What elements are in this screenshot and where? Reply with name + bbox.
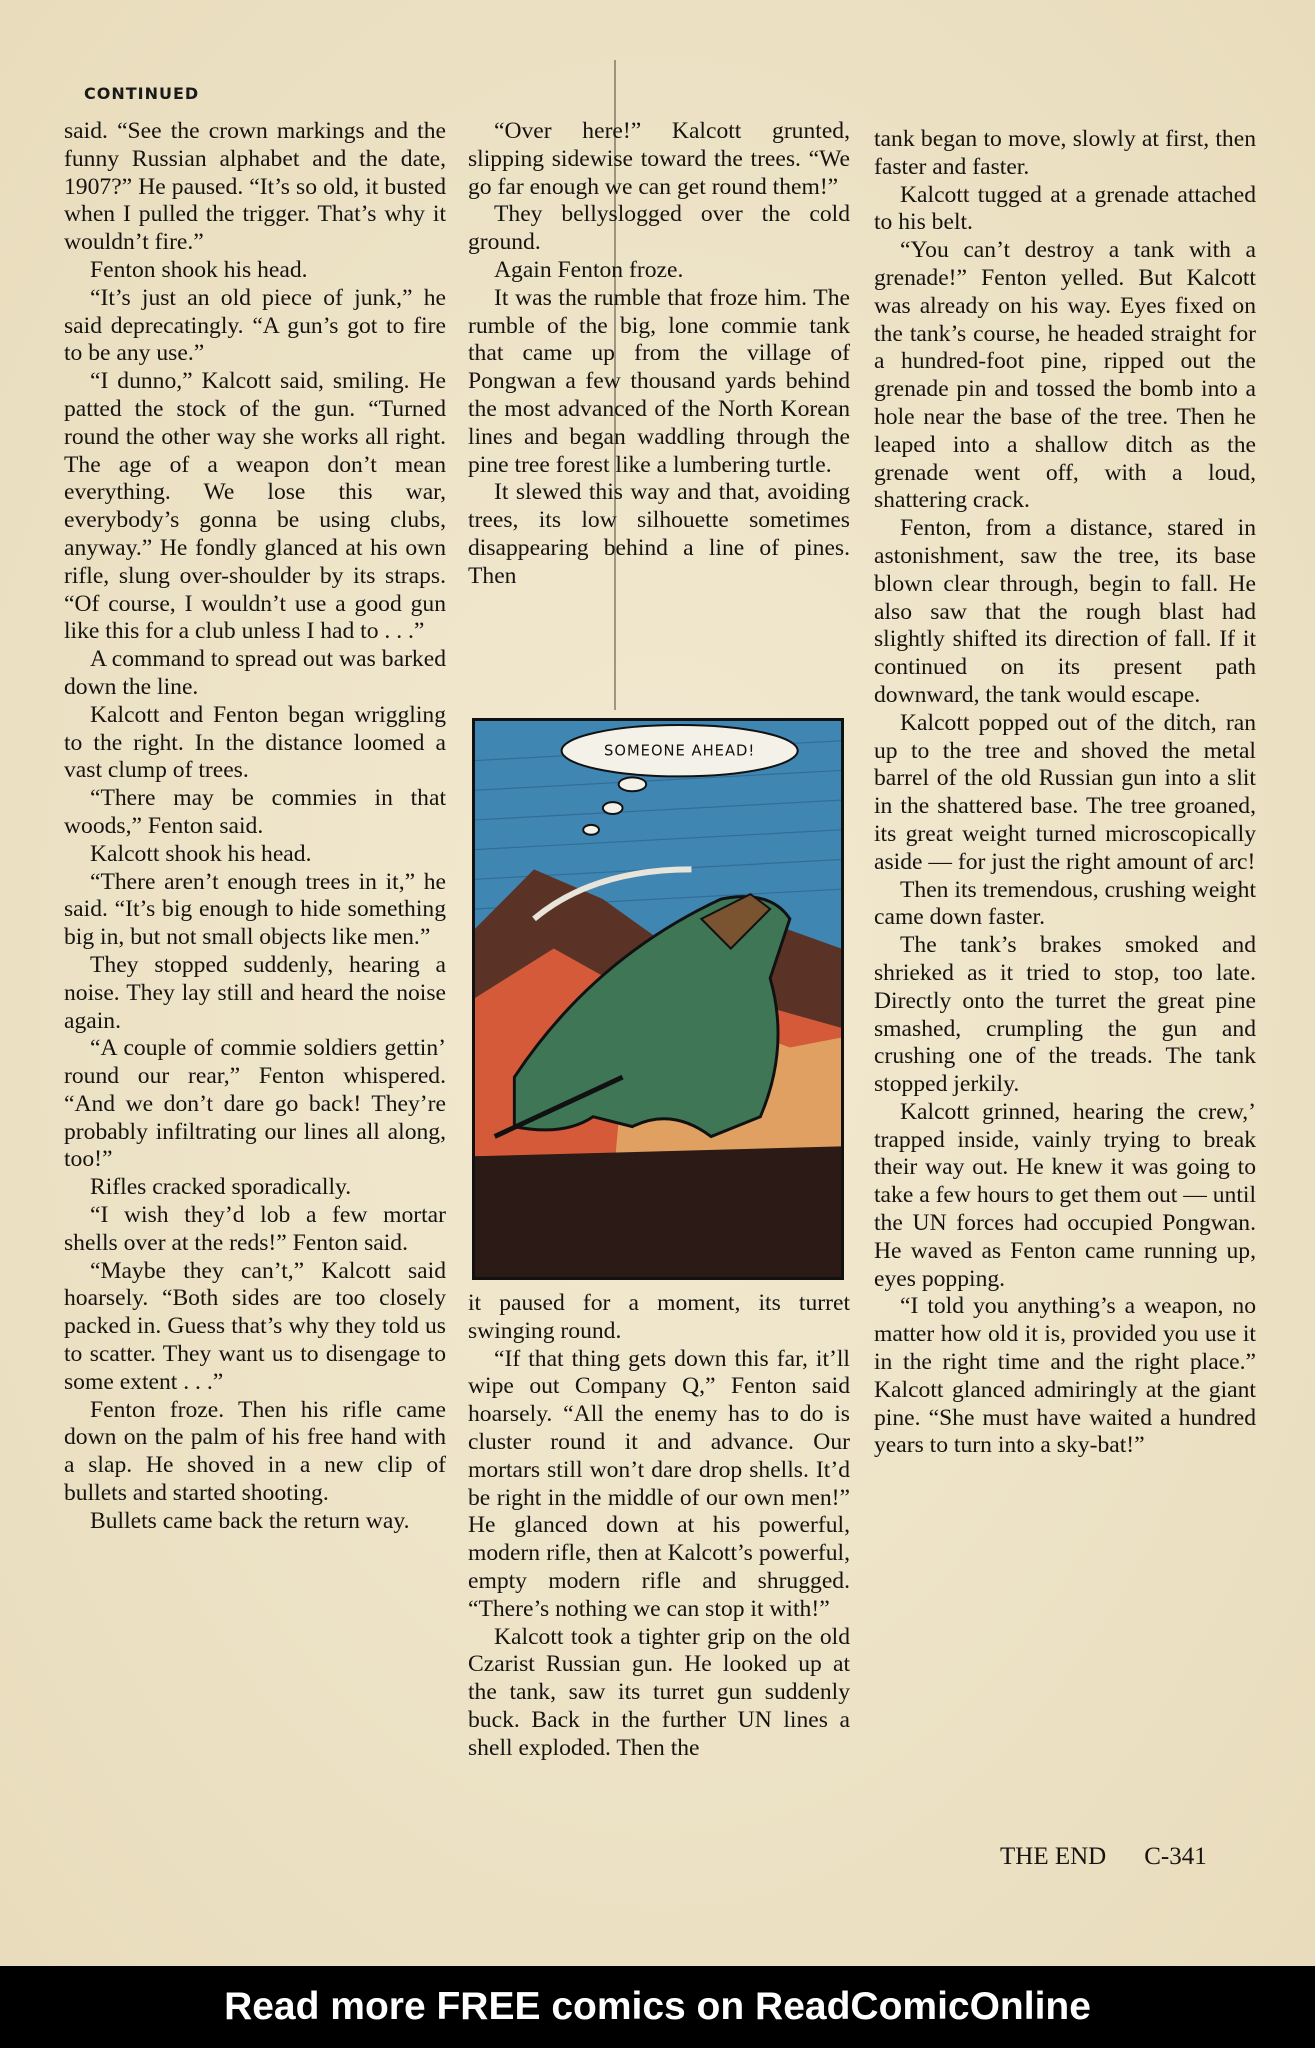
paragraph: Kalcott popped out of the ditch, ran up to the tree and shoved the metal barrel of the old Russian gun into a slit in the shattered base. The tree groaned, its great weight turned microscopically aside — for just the right amount of arc! [874, 709, 1256, 875]
paragraph: It was the rumble that froze him. The rumble of the big, lone commie tank that came up from the village of Pongwan a few thousand yards behind the most advanced of the North Korean lines and began waddling through the pine tree forest like a lumbering turtle. [468, 284, 850, 478]
paragraph: Again Fenton froze. [494, 256, 684, 283]
continued-label: CONTINUED [84, 84, 200, 103]
paragraph: Then its tremendous, crushing weight came down faster. [874, 876, 1256, 931]
text-column-2-top [468, 118, 850, 591]
paragraph: Kalcott tugged at a grenade attached to his belt. [874, 181, 1256, 236]
text-column-3 [874, 126, 1256, 1460]
paragraph: “I told you anything’s a weapon, no matter how old it is, provided you use it in the right time and the right place.” Kalcott glanced admiringly at the giant pine. “She must have waited a hundred years to turn into a sky-bat!” [874, 1293, 1256, 1459]
text-column-1 [64, 118, 446, 1536]
paragraph: “A couple of commie soldiers gettin’ round our rear,” Fenton whispered. “And we don’t dare go back! They’re probably infiltrating our lines all along, too!” [64, 1035, 446, 1173]
paragraph: “I wish they’d lob a few mortar shells over at the reds!” Fenton said. [64, 1202, 446, 1256]
paragraph: “There may be commies in that woods,” Fenton said. [64, 785, 446, 839]
paragraph: “Maybe they can’t,” Kalcott said hoarsely. “Both sides are too closely packed in. Guess that’s why they told us to scatter. They want us to disengage to some extent . . .” [64, 1257, 446, 1395]
paragraph: “If that thing gets down this far, it’ll wipe out Company Q,” Fenton said hoarsely. “All the enemy has to do is cluster round it and advance. Our mortars still won’t dare drop shells. It’d be right in the middle of our own men!” He glanced down at his powerful, modern rifle, then at Kalcott’s powerful, empty modern rifle and shrugged. “There’s nothing we can stop it with!” [468, 1345, 850, 1622]
story-end-line [1000, 1843, 1207, 1871]
paragraph: Rifles cracked sporadically. [90, 1174, 352, 1201]
readcomiconline-banner[interactable] [0, 1966, 1315, 2048]
paragraph: Kalcott grinned, hearing the crew,’ trapped inside, vainly trying to break their way out. He knew it was going to take a few hours to get them out — until the UN forces had occupied Pongwan. He waved as Fenton came running up, eyes popping. [874, 1098, 1257, 1292]
text-column-2-bottom [468, 1290, 850, 1763]
paragraph: Bullets came back the return way. [90, 1507, 410, 1534]
paragraph: Kalcott shook his head. [90, 840, 312, 867]
soldier-illustration [475, 721, 841, 1277]
paragraph: Fenton shook his head. [90, 256, 308, 283]
speech-balloon-text: SOMEONE AHEAD! [604, 742, 756, 760]
comic-panel-illustration [472, 718, 844, 1280]
paragraph: A command to spread out was barked down the line. [64, 646, 446, 700]
paragraph: It slewed this way and that, avoiding trees, its low silhouette sometimes disappearing behind a line of pines. Then [468, 479, 850, 589]
the-end-label: THE END [1000, 1843, 1107, 1870]
paragraph: They bellyslogged over the cold ground. [468, 201, 850, 256]
paragraph: “It’s just an old piece of junk,” he said deprecatingly. “A gun’s got to fire to be any use.” [64, 284, 446, 367]
paragraph: tank began to move, slowly at first, then faster and faster. [874, 126, 1256, 180]
paragraph: Kalcott took a tighter grip on the old Czarist Russian gun. He looked up at the tank, saw its turret gun suddenly buck. Back in the further UN lines a shell exploded. Then the [468, 1623, 850, 1761]
banner-text[interactable]: Read more FREE comics on ReadComicOnline [224, 1985, 1091, 2028]
paragraph: “I dunno,” Kalcott said, smiling. He patted the stock of the gun. “Turned round the other way she works all right. The age of a weapon don’t mean everything. We lose this war, everybody’s gonna be using clubs, anyway.” He fondly glanced at his own rifle, slung over-shoulder by its straps. “Of course, I wouldn’t use a good gun like this for a club unless I had to . . .” [64, 368, 446, 645]
paragraph: “There aren’t enough trees in it,” he said. “It’s big enough to hide something big in, but not small objects like men.” [64, 868, 446, 951]
paragraph: “You can’t destroy a tank with a grenade!” Fenton yelled. But Kalcott was already on his way. Eyes fixed on the tank’s course, he headed straight for a hundred-foot pine, ripped out the grenade pin and tossed the bomb into a hole near the base of the tree. Then he leaped into a shallow ditch as the grenade went off, with a loud, shattering crack. [874, 237, 1256, 514]
paragraph: Kalcott and Fenton began wriggling to the right. In the distance loomed a vast clump of trees. [64, 701, 446, 784]
paragraph: They stopped suddenly, hearing a noise. They lay still and heard the noise again. [64, 951, 446, 1034]
paragraph: said. “See the crown markings and the funny Russian alphabet and the date, 1907?” He paused. “It’s so old, it busted when I pulled the trigger. That’s why it wouldn’t fire.” [64, 118, 446, 256]
paragraph: Fenton froze. Then his rifle came down on the palm of his free hand with a slap. He shoved in a new clip of bullets and started shooting. [64, 1396, 446, 1507]
paragraph: The tank’s brakes smoked and shrieked as it tried to stop, too late. Directly onto the turret the great pine smashed, crumpling the gun and crushing one of the treads. The tank stopped jerkily. [874, 932, 1256, 1098]
paragraph: “Over here!” Kalcott grunted, slipping sidewise toward the trees. “We go far enough we can get round them!” [468, 118, 850, 200]
paragraph: Fenton, from a distance, stared in astonishment, saw the tree, its base blown clear through, begin to fall. He also saw that the rough blast had slightly shifted its direction of fall. If it continued on its present path downward, the tank would escape. [874, 515, 1256, 708]
page-code: C-341 [1144, 1843, 1207, 1870]
paragraph: it paused for a moment, its turret swinging round. [468, 1290, 850, 1344]
